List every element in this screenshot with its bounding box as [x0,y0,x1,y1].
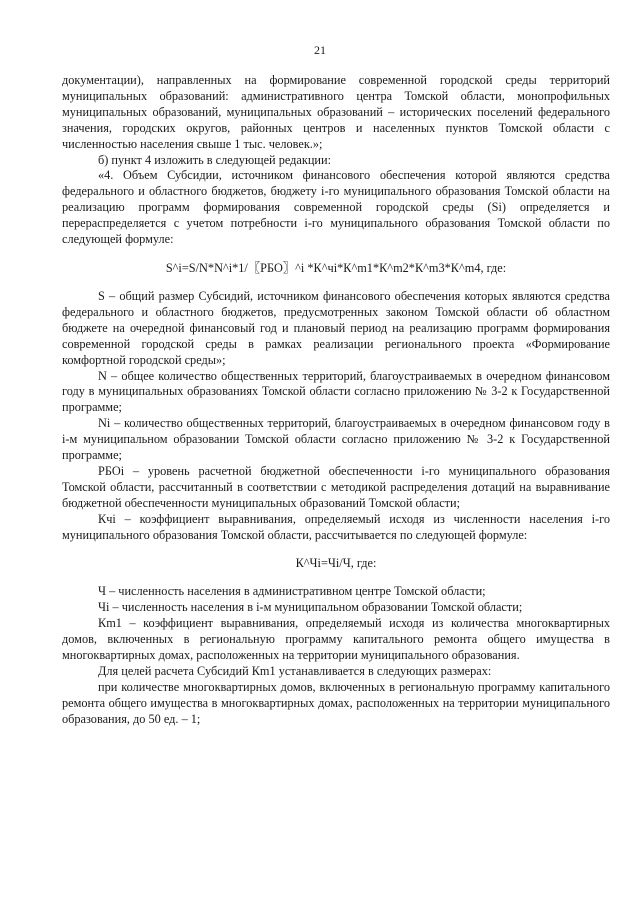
paragraph-item-4: «4. Объем Субсидии, источником финансового обеспечения которой являются средства федерального и областного бюджетов, бюджету i-го муниципального образования Томской области на реализацию программ формирования современной городской среды (Si) определяется и перераспределяется с учетом потребности i-го муниципального образования Томской области по следующей формуле: [62,168,610,247]
definition-ni: Ni – количество общественных территорий, благоустраиваемых в очередном финансовом году в i-м муниципальном образовании Томской области согласно приложению № 3-2 к Государственной программе; [62,416,610,463]
document-body [62,73,610,728]
definition-kchi: Кчi – коэффициент выравнивания, определяемый исходя из численности населения i-го муниципального образования Томской области, рассчитывается по следующей формуле: [62,511,610,542]
definition-ch: Ч – численность населения в административном центре Томской области; [98,584,486,599]
paragraph-km1-up-to-50: при количестве многоквартирных домов, включенных в региональную программу капитального ремонта общего имущества в многоквартирных домах, расположенных на территории муниципального образования, до 50 ед. – 1; [62,679,610,726]
formula-kchi: К^Чi=Чi/Ч, где: [295,556,377,571]
definition-chi: Чi – численность населения в i-м муниципальном образовании Томской области; [98,600,523,615]
definition-s: S – общий размер Субсидий, источником финансового обеспечения которых являются средства федерального и областного бюджетов, предусмотренных законом Томской области об областном бюджете на очередной финансовый год и плановый период на реализацию программ формирования современной городской среды в рамках реализации регионального проекта «Формирование комфортной городской среды»; [62,288,610,367]
page-number: 21 [314,43,326,57]
definition-n: N – общее количество общественных территорий, благоустраиваемых в очередном финансовом году в муниципальных образованиях Томской области согласно приложению № 3-2 к Государственной программе; [62,368,610,415]
paragraph-subitem-b: б) пункт 4 изложить в следующей редакции: [98,152,332,167]
paragraph-continuation: документации), направленных на формирование современной городской среды территорий муниципальных образований: административного центра Томской области, монопрофильных муниципальных образований, муниципальных образований – исторических поселений федерального значения, городских округов, районных центров и населенных пунктов Томской области с численностью населения свыше 1 тыс. человек.»; [62,73,610,151]
paragraph-km1-sizes: Для целей расчета Субсидий Кm1 устанавливается в следующих размерах: [98,664,492,678]
formula-subsidy: S^i=S/N*N^i*1/〖РБО〗^i *К^чi*К^m1*К^m2*К^m3*К^m4, где: [165,260,507,275]
definition-rboi: РБОi – уровень расчетной бюджетной обеспеченности i-го муниципального образования Томской области, рассчитанный в соответствии с методикой распределения дотаций на выравнивание бюджетной обеспеченности муниципальных образований Томской области; [62,463,610,510]
definition-km1: Кm1 – коэффициент выравнивания, определяемый исходя из количества многоквартирных домов, включенных в региональную программу капитального ремонта общего имущества в многоквартирных домах, расположенных на территории муниципального образования. [62,616,610,663]
